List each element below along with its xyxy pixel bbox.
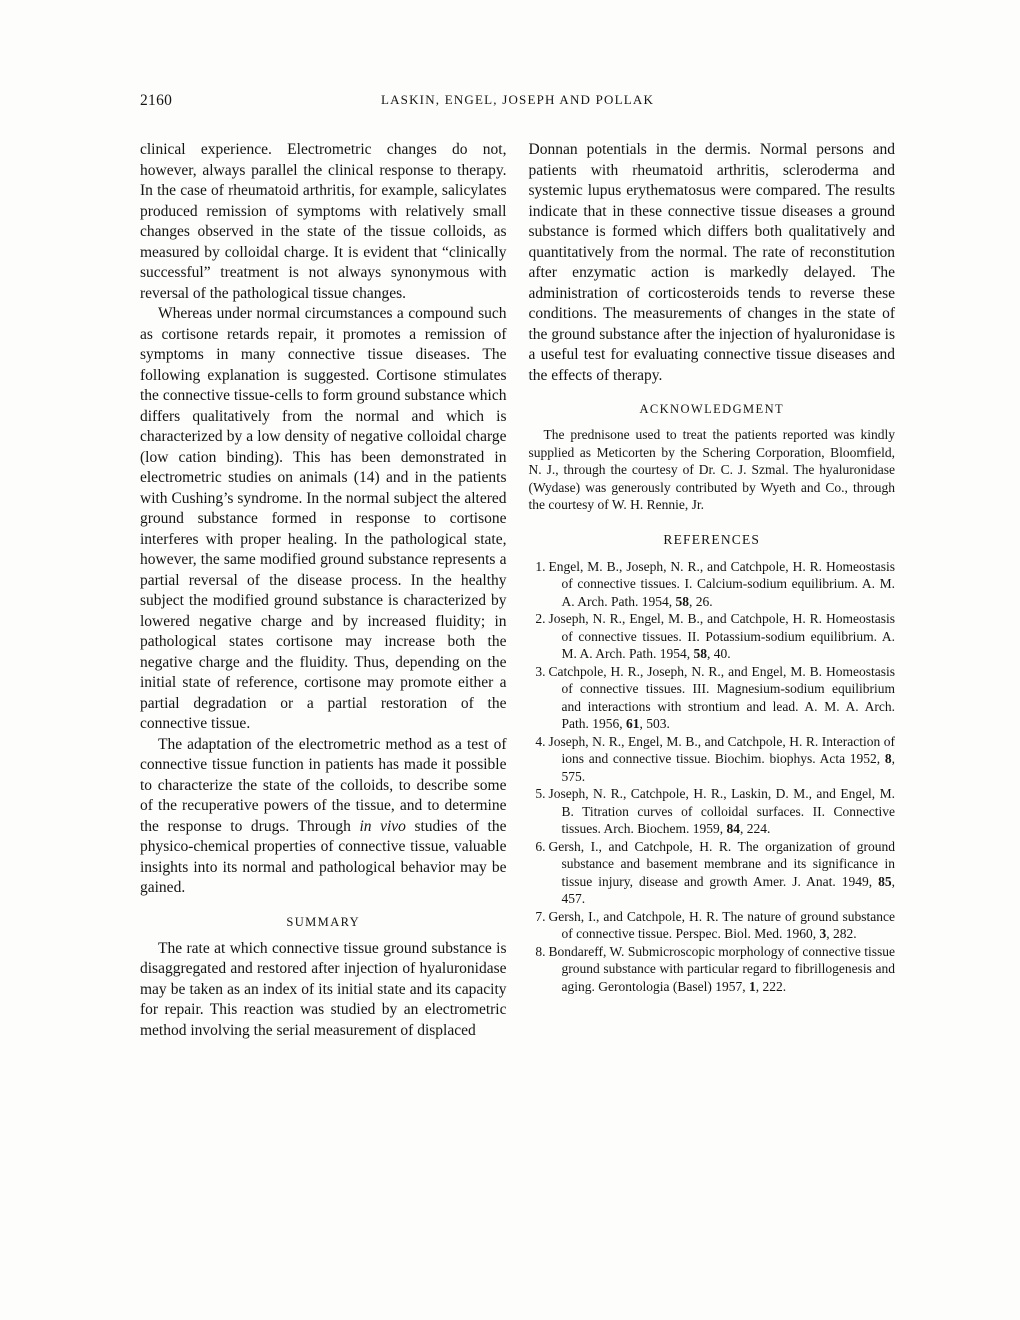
reference-pages: , 575. [561, 751, 895, 784]
reference-citation: Joseph, N. R., Engel, M. B., and Catchpole, H. R. Homeostasis of connective tissues. II. Potassium-sodium equilibrium. A. M. A. Arch. Path. 1954, [548, 611, 895, 661]
reference-text [549, 558, 896, 611]
paragraph: Donnan potentials in the dermis. Normal persons and patients with rheumatoid arthritis, scleroderma and systemic lupus erythematosus were compared. The results indicate that in these connective tissue diseases a ground substance is formed which differs both qualitatively and quantitatively from the normal. The rate of reconstitution after enzymatic action is markedly delayed. The administration of corticosteroids tends to reverse these conditions. The measurements of changes in the state of the ground substance after the injection of hyaluronidase is a useful test for evaluating connective tissue diseases and the effects of therapy. [528, 141, 895, 384]
italic-phrase: in vivo [359, 817, 406, 835]
paragraph [140, 735, 507, 899]
reference-number: 4. [535, 733, 546, 749]
reference-pages: , 224. [740, 821, 771, 836]
two-column-layout [140, 140, 895, 1041]
reference-number: 1. [535, 558, 546, 574]
reference-number: 2. [535, 611, 546, 626]
reference-item [529, 785, 896, 838]
reference-citation: Engel, M. B., Joseph, N. R., and Catchpole, H. R. Homeostasis of connective tissues. I. Calcium-sodium equilibrium. A. M. A. Arch. Path. 1954, [548, 558, 895, 609]
reference-item [529, 943, 896, 996]
reference-pages: , 282. [826, 926, 857, 941]
reference-volume: 1 [748, 978, 756, 994]
reference-volume: 85 [878, 873, 892, 889]
reference-text [549, 785, 896, 838]
reference-citation: Joseph, N. R., Engel, M. B., and Catchpole, H. R. Interaction of ions and connective tissue. Biochim. biophys. Acta 1952, [548, 733, 895, 766]
reference-pages: , 503. [639, 716, 670, 731]
reference-list [529, 558, 896, 996]
reference-text [549, 663, 896, 733]
reference-volume: 84 [726, 821, 740, 836]
reference-item [529, 908, 896, 943]
right-column [529, 140, 896, 1041]
reference-pages: , 222. [755, 978, 787, 994]
reference-pages: , 40. [707, 646, 731, 661]
paragraph: Whereas under normal circumstances a compound such as cortisone retards repair, it promotes a remission of symptoms in many connective tissue diseases. The following explanation is suggested. Cortisone stimulates the connective tissue-cells to form ground substance which differs qualitatively from the normal and which is characterized by a low density of negative colloidal charge (low cation binding). This has been demonstrated in electrometric studies on animals (14) and in the patients with Cushing’s syndrome. In the normal subject the altered ground substance formed in response to cortisone interferes with proper healing. In the pathological state, however, the same modified ground substance represents a partial reversal of the disease process. In the healthy subject the modified ground substance is characterized by lowered negative charge and by increased fluidity; in pathological states cortisone may increase both the negative charge and the fluidity. Thus, depending on the initial state of reference, cortisone may promote either a partial degradation or a partial restoration of the connective tissue. [140, 305, 507, 732]
reference-citation: Catchpole, H. R., Joseph, N. R., and Engel, M. B. Homeostasis of connective tissues. III. Magnesium-sodium equilibrium and interactions with strontium and lead. A. M. A. Arch. Path. 1956, [548, 663, 895, 731]
reference-citation: Joseph, N. R., Catchpole, H. R., Laskin, D. M., and Engel, M. B. Titration curves of colloidal surfaces. II. Connective tissues. Arch. Biochem. 1959, [548, 786, 895, 836]
reference-item [529, 610, 896, 663]
acknowledgment-heading: ACKNOWLEDGMENT [639, 402, 785, 416]
references-heading: REFERENCES [663, 531, 761, 547]
reference-item [529, 558, 896, 611]
paragraph: clinical experience. Electrometric changes do not, however, always parallel the clinical response to therapy. In the case of rheumatoid arthritis, for example, salicylates produced remission of symptoms with relatively small changes observed in the state of the tissue colloids, as measured by colloidal charge. It is evident that “clinically successful” treatment is not always synonymous with reversal of the pathological tissue changes. [140, 141, 507, 302]
reference-item [529, 663, 896, 733]
reference-citation: Bondareff, W. Submicroscopic morphology of connective tissue ground substance with particular regard to fibrillogenesis and aging. Gerontologia (Basel) 1957, [548, 943, 895, 994]
reference-volume: 8 [884, 751, 892, 766]
reference-pages: , 26. [689, 593, 713, 609]
paragraph-text: The adaptation of the electrometric method as a test of connective tissue function in patients has made it possible to characterize the state of the colloids, to describe some of the recuperative powers of the tissue, and to determine the response to drugs. Through [140, 735, 507, 835]
summary-heading: SUMMARY [286, 914, 361, 929]
reference-number: 6. [535, 838, 546, 854]
reference-pages: , 457. [561, 873, 895, 906]
reference-text [549, 908, 896, 943]
reference-volume: 61 [626, 716, 640, 731]
reference-volume: 58 [693, 646, 708, 661]
reference-number: 3. [535, 663, 546, 679]
page-number: 2160 [140, 92, 173, 109]
paragraph: The rate at which connective tissue ground substance is disaggregated and restored after injection of hyaluronidase may be taken as an index of its initial state and its capacity for repair. This reaction was studied by an electrometric method involving the serial measurement of displaced [140, 939, 507, 1039]
reference-volume: 3 [819, 926, 827, 941]
reference-number: 5. [535, 786, 546, 801]
reference-number: 8. [535, 943, 546, 959]
reference-text [549, 733, 896, 786]
reference-item [529, 733, 896, 786]
reference-item [529, 838, 896, 908]
left-column [140, 140, 507, 1041]
paragraph-text: studies of the physico-chemical properties of connective tissue, valuable insights into its normal and pathological behavior may be gained. [140, 817, 507, 896]
acknowledgment-paragraph: The prednisone used to treat the patients reported was kindly supplied as Meticorten by the Schering Corporation, Bloomfield, N. J., through the courtesy of Dr. C. J. Szmal. The hyaluronidase (Wydase) was generously contributed by Wyeth and Co., through the courtesy of W. H. Rennie, Jr. [528, 427, 895, 512]
running-head: LASKIN, ENGEL, JOSEPH AND POLLAK [380, 92, 655, 107]
reference-text [549, 943, 896, 996]
reference-citation: Gersh, I., and Catchpole, H. R. The organization of ground substance and basement membrane and its significance in tissue injury, disease and growth Amer. J. Anat. 1949, [548, 838, 895, 889]
reference-volume: 58 [675, 593, 689, 609]
reference-citation: Gersh, I., and Catchpole, H. R. The nature of ground substance of connective tissue. Perspec. Biol. Med. 1960, [548, 908, 895, 941]
reference-text [549, 838, 896, 908]
reference-text [549, 610, 896, 663]
page-header [140, 92, 895, 114]
reference-number: 7. [535, 908, 546, 924]
